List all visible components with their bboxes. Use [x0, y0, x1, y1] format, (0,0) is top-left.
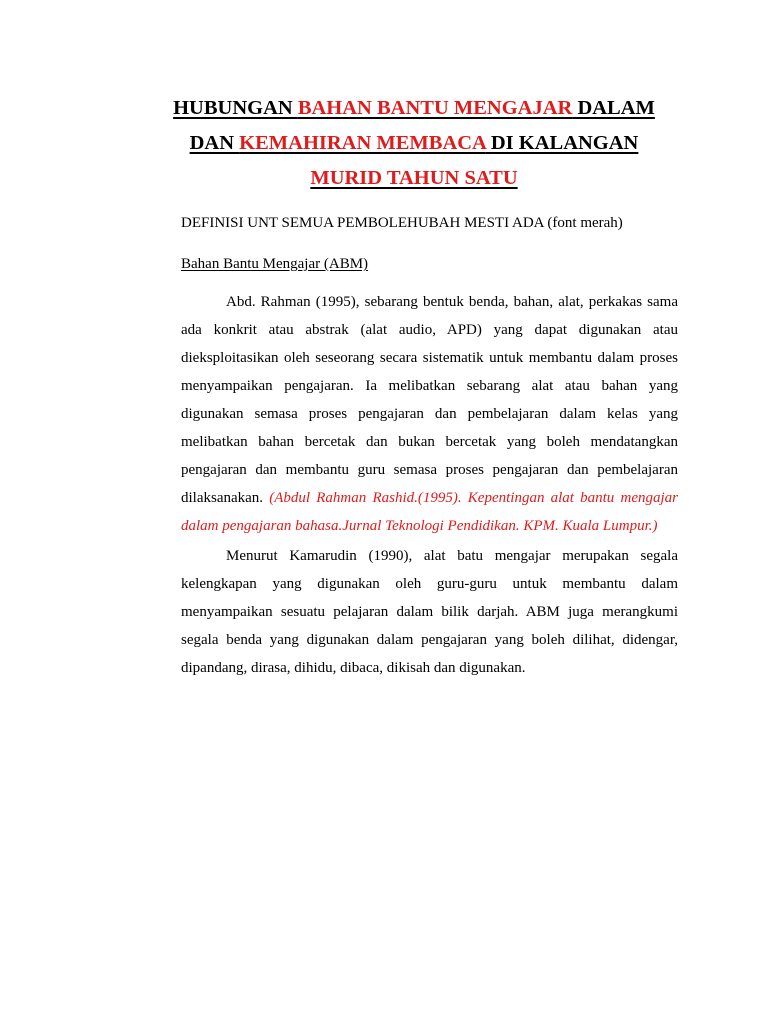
title-text: DAN [189, 132, 240, 154]
title-text: HUBUNGAN [173, 97, 298, 119]
title-highlight: MURID TAHUN SATU [310, 167, 518, 189]
title-text: DALAM [572, 97, 655, 119]
paragraph-body: Abd. Rahman (1995), sebarang bentuk benda, bahan, alat, perkakas sama ada konkrit atau abstrak (alat audio, APD) yang dapat digunakan atau dieksploitasikan oleh seseorang secara sistematik untuk membantu dalam proses menyampaikan pengajaran. Ia melibatkan sebarang alat atau bahan yang digunakan semasa proses pengajaran dan pembelajaran dalam kelas yang melibatkan bahan bercetak dan bukan bercetak yang boleh mendatangkan pengajaran dan membantu guru semasa proses pengajaran dan pembelajaran dilaksanakan. [181, 294, 678, 506]
paragraph-abd-rahman [181, 288, 678, 540]
title-highlight: KEMAHIRAN MEMBACA [239, 132, 486, 154]
title-line-1 [150, 92, 678, 124]
citation: (Abdul Rahman Rashid.(1995). Kepentingan alat bantu mengajar dalam pengajaran bahasa.Jurnal Teknologi Pendidikan. KPM. Kuala Lumpur.) [181, 490, 678, 534]
section-heading: Bahan Bantu Mengajar (ABM) [181, 256, 369, 272]
title-text: DI KALANGAN [485, 132, 639, 154]
definition-note: DEFINISI UNT SEMUA PEMBOLEHUBAH MESTI ADA (font merah) [181, 215, 623, 231]
title-line-3 [150, 162, 678, 194]
paragraph-kamarudin: Menurut Kamarudin (1990), alat batu mengajar merupakan segala kelengkapan yang digunakan oleh guru-guru untuk membantu dalam menyampaikan sesuatu pelajaran dalam bilik darjah. ABM juga merangkumi segala benda yang digunakan dalam pengajaran yang boleh dilihat, didengar, dipandang, dirasa, dihidu, dibaca, dikisah dan digunakan. [181, 548, 678, 676]
title-line-2 [150, 127, 678, 159]
title-highlight: BAHAN BANTU MENGAJAR [297, 97, 573, 119]
